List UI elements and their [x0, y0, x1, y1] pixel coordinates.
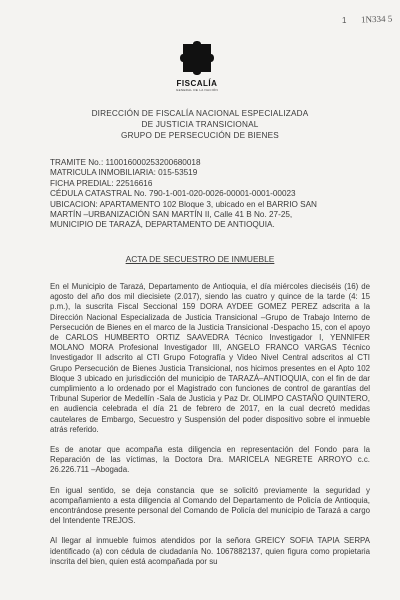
body-paragraph: En igual sentido, se deja constancia que se solicitó previamente la seguridad y acompañamiento a esta diligencia al Comando del Departamento de Policía de Antioquia, encontrándose presente personal del Comando de Policía del municipio de Tarazá a cargo del Intendente TREJOS. — [50, 485, 370, 526]
body-paragraph: Es de anotar que acompaña esta diligencia en representación del Fondo para la Reparación de las víctimas, la Doctora Dra. MARICELA NEGRETE ARROYO c.c. 26.226.711 –Abogada. — [50, 445, 370, 475]
ficha-predial: FICHA PREDIAL: 22516616 — [50, 178, 153, 188]
handwritten-folio-note: 1N334 5 — [360, 13, 393, 25]
logo-subtitle: GENERAL DE LA NACIÓN — [175, 88, 219, 92]
matricula-inmobiliaria: MATRICULA INMOBILIARIA: 015-53519 — [50, 168, 198, 178]
document-body — [50, 282, 370, 577]
header-line: DE JUSTICIA TRANSICIONAL — [141, 120, 259, 129]
title-text: ACTA DE SECUESTRO DE INMUEBLE — [125, 254, 275, 264]
header-line: GRUPO DE PERSECUCIÓN DE BIENES — [121, 131, 279, 140]
body-paragraph: En el Municipio de Tarazá, Departamento de Antioquia, el día miércoles dieciséis (16) de agosto del año dos mil diecisiete (2.017), siendo las cuatro y quince de la tarde (4: 15 p.m.), la suscrita Fiscal Seccional 159 DORA AYDEE GOMEZ PEREZ adscrita a la Dirección Nacional Especializada de Justicia Transicional –Grupo de Trabajo Interno de Persecución de Bienes en el marco de la Justicia Transicional -Despacho 15, con el apoyo de CARLOS HUMBERTO ORTIZ SAAVEDRA Técnico Investigador I, YENNIFER MOLANO MORA Profesional Investigador III, ANGELO FRANCO VARGAS Técnico Investigador II adscrito al CTI Grupo Fotografía y Video Nivel Central adscritos al CTI Grupo Persecución de Bienes Justicia Transicional, nos hicimos presentes en el Apto 102 Bloque 3 ubicado en jurisdicción del municipio de TARAZÁ–ANTIOQUIA, con el fin de dar cumplimiento a lo ordenado por el Magistrado con funciones de control de garantías del Tribunal Superior de Medellín -Sala de Justicia y Paz Dr. OLIMPO CASTAÑO QUINTERO, en audiencia celebrada el día 21 de febrero de 2017, en la cual decretó medidas cautelares de Embargo, Secuestro y Suspensión del poder dispositivo sobre el inmueble atrás referido. — [50, 282, 370, 434]
body-paragraph: Al llegar al inmueble fuimos atendidos por la señora GREICY SOFIA TAPIA SERPA identificado (a) con cédula de ciudadanía No. 1067882137, quien figura como propietaria inscrita del bien, quien está acompañada por su — [50, 536, 370, 566]
ubicacion-line: MARTÍN –URBANIZACIÓN SAN MARTÍN II, Calle 41 B No. 27-25, — [50, 210, 293, 220]
puzzle-seal-icon — [177, 38, 217, 78]
logo-name: FISCALÍA — [176, 79, 218, 88]
cedula-catastral: CÉDULA CATASTRAL No. 790-1-001-020-0026-00001-0001-00023 — [50, 189, 296, 199]
fiscalia-logo — [168, 38, 226, 92]
case-metadata — [50, 158, 370, 231]
document-header — [0, 108, 400, 141]
document-title — [0, 254, 400, 264]
ubicacion-line: MUNICIPIO DE TARAZÁ, DEPARTAMENTO DE ANTIOQUIA. — [50, 220, 275, 230]
tramite-number: TRAMITE No.: 110016000253200680018 — [50, 158, 201, 167]
page-mark: 1 — [342, 16, 347, 25]
ubicacion-line: UBICACION: APARTAMENTO 102 Bloque 3, ubicado en el BARRIO SAN — [50, 199, 317, 209]
header-line: DIRECCIÓN DE FISCALÍA NACIONAL ESPECIALIZADA — [91, 109, 309, 118]
